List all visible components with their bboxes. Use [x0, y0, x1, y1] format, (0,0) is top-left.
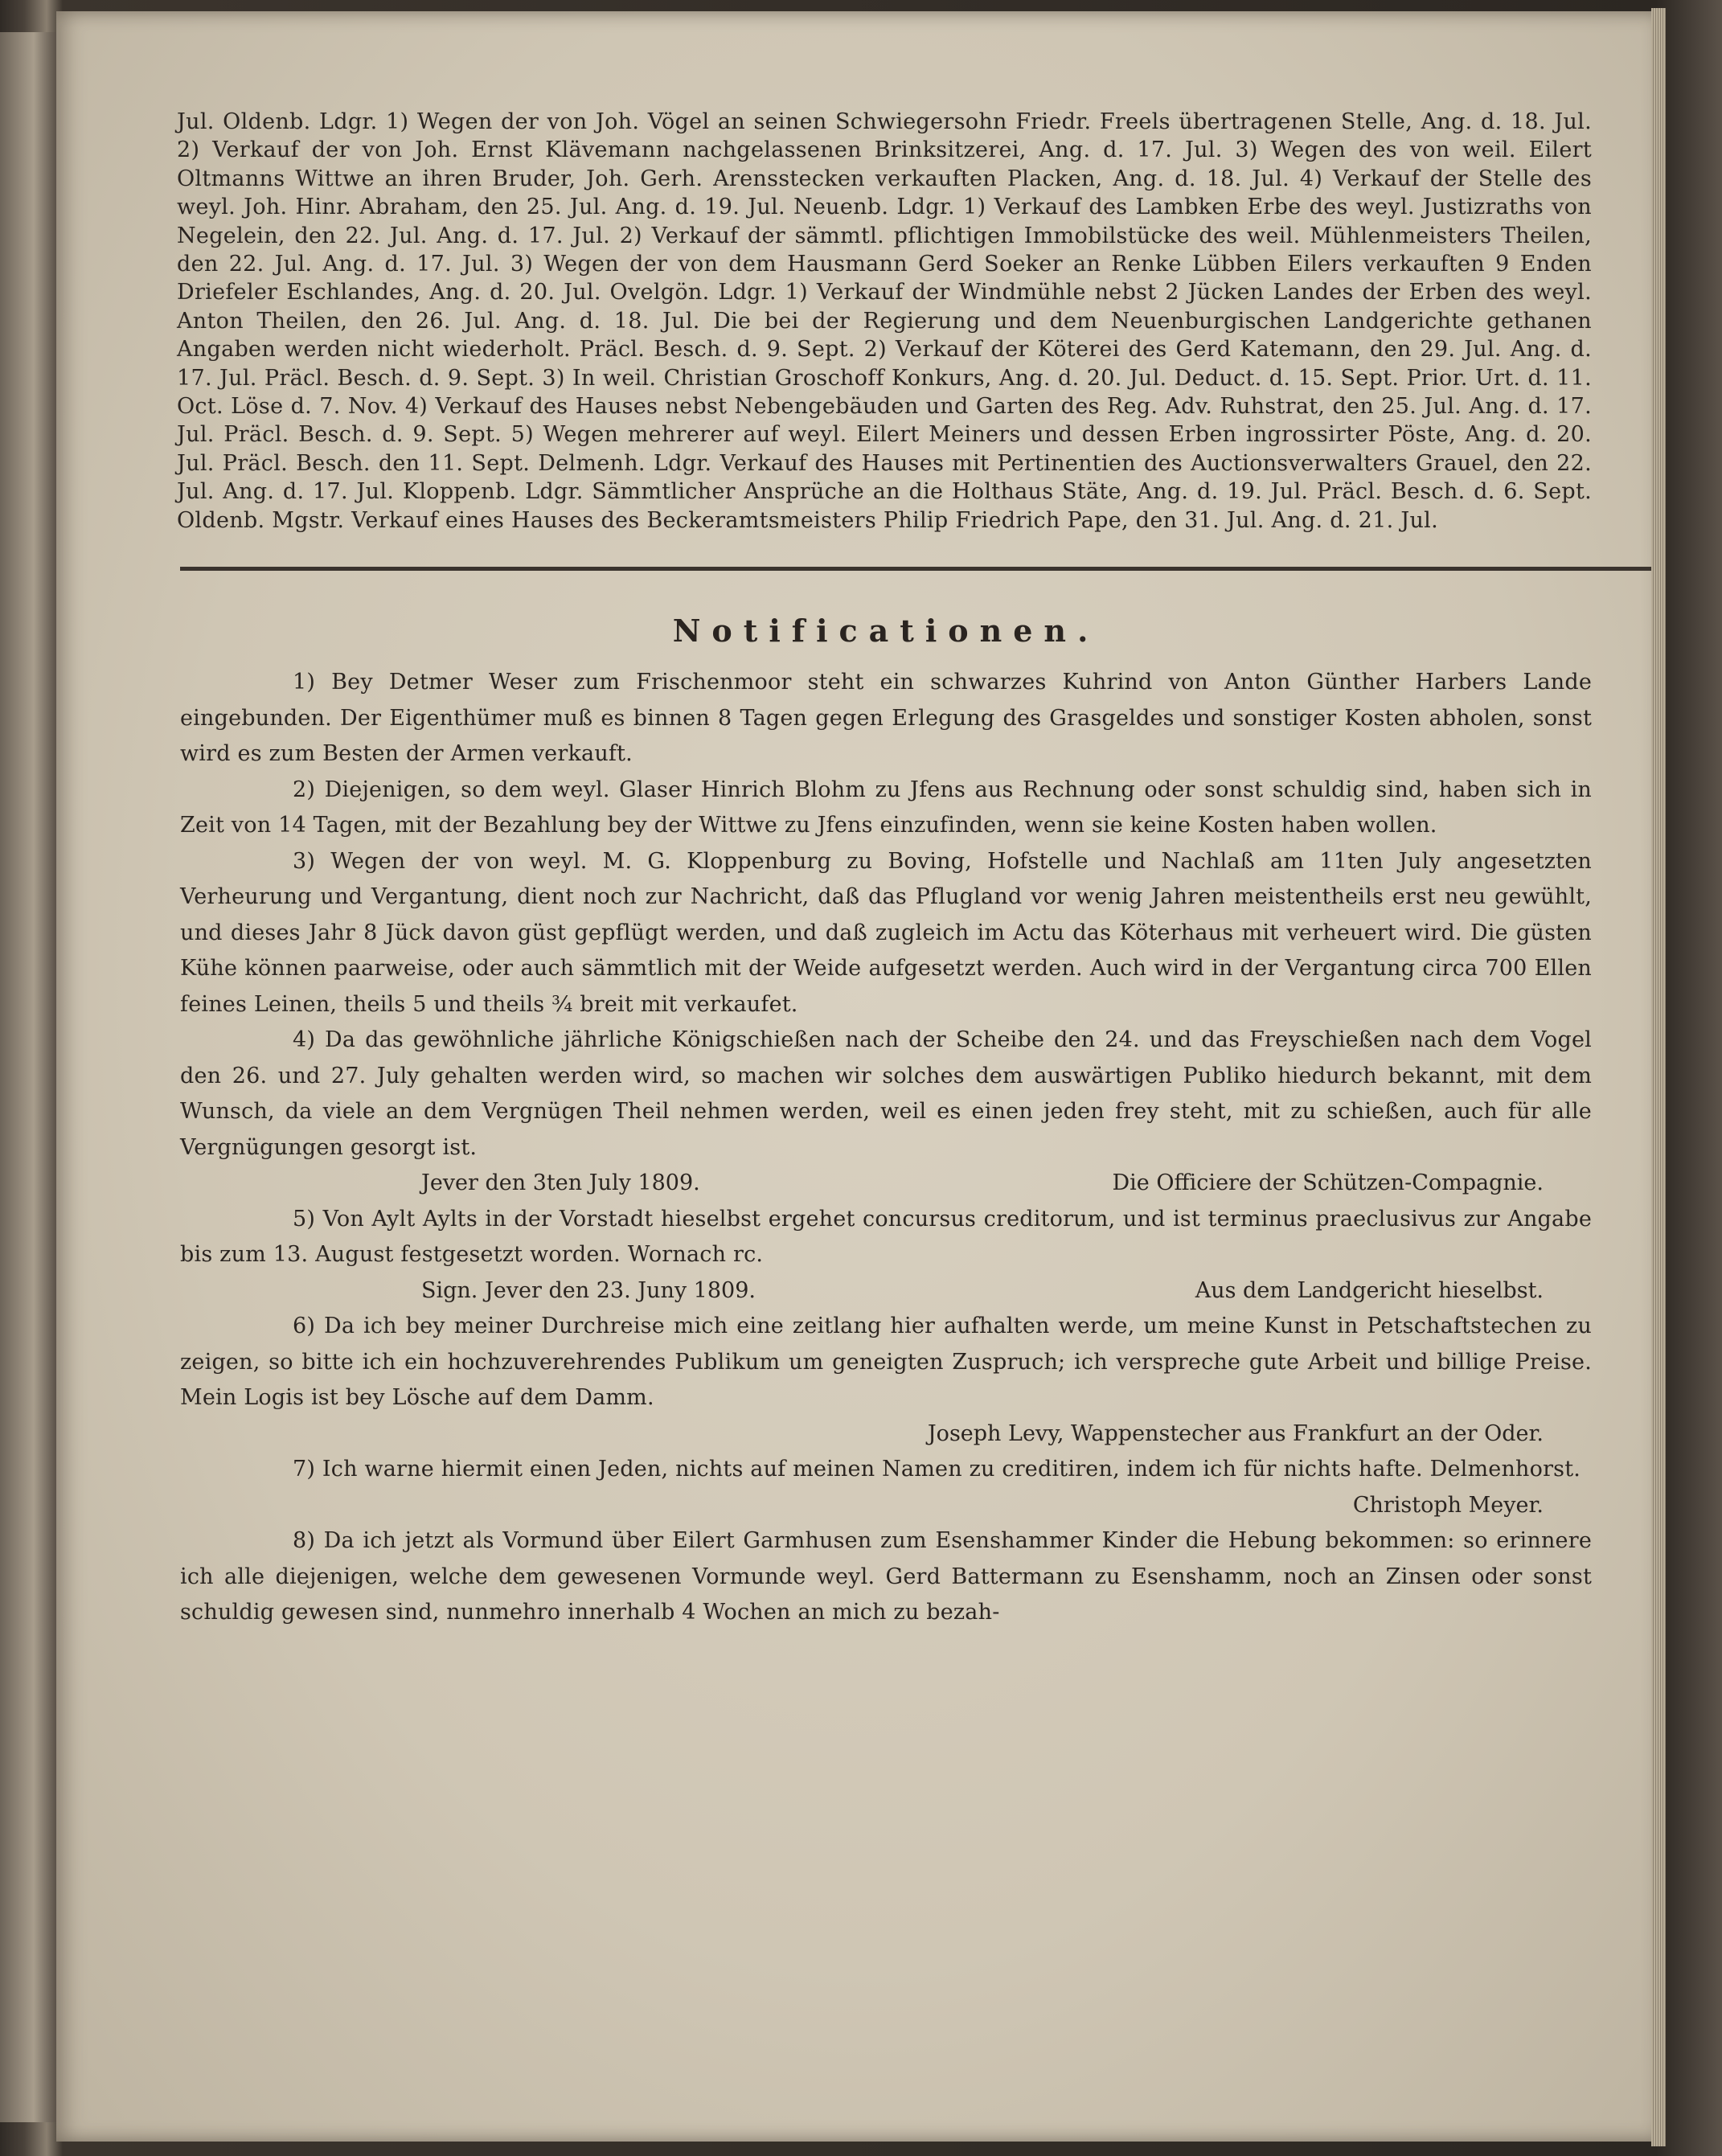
notice-5-place-date: Sign. Jever den 23. Juny 1809.	[421, 1277, 756, 1303]
court-announcements-paragraph: Jul. Oldenb. Ldgr. 1) Wegen der von Joh. Vögel an seinen Schwiegersohn Friedr. Freels übertragenen Stelle, Ang. d. 18. Jul. 2) Verkauf der von Joh. Ernst Klävemann nachgelassenen Brinksitzerei, Ang. d. 17. Jul. 3) Wegen des von weil. Eilert Oltmanns Wittwe an ihren Bruder, Joh. Gerh. Arensstecken verkauften Placken, Ang. d. 18. Jul. 4) Verkauf der Stelle des weyl. Joh. Hinr. Abraham, den 25. Jul. Ang. d. 19. Jul. Neuenb. Ldgr. 1) Verkauf des Lambken Erbe des weyl. Justizraths von Negelein, den 22. Jul. Ang. d. 17. Jul. 2) Verkauf der sämmtl. pflichtigen Immobilstücke des weil. Mühlenmeisters Theilen, den 22. Jul. Ang. d. 17. Jul. 3) Wegen der von dem Hausmann Gerd Soeker an Renke Lübben Eilers verkauften 9 Enden Driefeler Eschlandes, Ang. d. 20. Jul. Ovelgön. Ldgr. 1) Verkauf der Windmühle nebst 2 Jücken Landes der Erben des weyl. Anton Theilen, den 26. Jul. Ang. d. 18. Jul. Die bei der Regierung und dem Neuenburgischen Landgerichte gethanen Angaben werden nicht wiederholt. Präcl. Besch. d. 9. Sept. 2) Verkauf der Köterei des Gerd Katemann, den 29. Jul. Ang. d. 17. Jul. Präcl. Besch. d. 9. Sept. 3) In weil. Christian Groschoff Konkurs, Ang. d. 20. Jul. Deduct. d. 15. Sept. Prior. Urt. d. 11. Oct. Löse d. 7. Nov. 4) Verkauf des Hauses nebst Nebengebäuden und Garten des Reg. Adv. Ruhstrat, den 25. Jul. Ang. d. 17. Jul. Präcl. Besch. d. 9. Sept. 5) Wegen mehrerer auf weyl. Eilert Meiners und dessen Erben ingrossirter Pöste, Ang. d. 20. Jul. Präcl. Besch. den 11. Sept. Delmenh. Ldgr. Verkauf des Hauses mit Pertinentien des Auctionsverwalters Grauel, den 22. Jul. Ang. d. 17. Jul. Kloppenb. Ldgr. Sämmtlicher Ansprüche an die Holthaus Stäte, Ang. d. 19. Jul. Präcl. Besch. d. 6. Sept. Oldenb. Mgstr. Verkauf eines Hauses des Beckeramtsmeisters Philip Friedrich Pape, den 31. Jul. Ang. d. 21. Jul.	[177, 109, 1592, 533]
notice-7	[180, 1452, 1592, 1488]
section-heading: Notificationen.	[672, 613, 1100, 650]
page-content	[121, 108, 1592, 1631]
notice-4-signature-line	[180, 1166, 1592, 1202]
notice-2: 2) Diejenigen, so dem weyl. Glaser Hinrich Blohm zu Jfens aus Rechnung oder sonst schuldig sind, haben sich in Zeit von 14 Tagen, mit der Bezahlung bey der Wittwe zu Jfens einzufinden, wenn sie keine Kosten haben wollen.	[180, 777, 1592, 838]
page-sheet	[56, 11, 1664, 2142]
notice-6-signatory: Joseph Levy, Wappenstecher aus Frankfurt an der Oder.	[927, 1420, 1544, 1446]
notice-3: 3) Wegen der von weyl. M. G. Kloppenburg zu Boving, Hofstelle und Nachlaß am 11ten July angesetzten Verheurung und Vergantung, dient noch zur Nachricht, daß das Pflugland vor wenig Jahren meistentheils erst neu gewühlt, und dieses Jahr 8 Jück davon güst gepflügt werden, und daß zugleich im Actu das Köterhaus mit verheuert wird. Die güsten Kühe können paarweise, oder auch sämmtlich mit der Weide aufgesetzt werden. Auch wird in der Vergantung circa 700 Ellen feines Leinen, theils 5 und theils ¾ breit mit verkaufet.	[180, 848, 1592, 1017]
notice-5: 5) Von Aylt Aylts in der Vorstadt hieselbst ergehet concursus creditorum, und ist terminus praeclusivus zur Angabe bis zum 13. August festgesetzt worden. Wornach rc.	[180, 1206, 1592, 1268]
notice-4-signatory: Die Officiere der Schützen-Compagnie.	[1112, 1170, 1544, 1196]
notice-5-signature-line	[180, 1273, 1592, 1310]
notice-7-signatory: Christoph Meyer.	[1352, 1492, 1544, 1518]
page-stack-edge	[1651, 8, 1666, 2146]
notice-7-text: 7) Ich warne hiermit einen Jeden, nichts auf meinen Namen zu creditiren, indem ich für nichts hafte. Delmenhorst.	[293, 1457, 1581, 1482]
notice-6: 6) Da ich bey meiner Durchreise mich eine zeitlang hier aufhalten werde, um meine Kunst in Petschaftstechen zu zeigen, so bitte ich ein hochzuverehrendes Publikum um geneigten Zuspruch; ich verspreche gute Arbeit und billige Preise. Mein Logis ist bey Lösche auf dem Damm.	[180, 1314, 1592, 1411]
notice-4: 4) Da das gewöhnliche jährliche Königschießen nach der Scheibe den 24. und das Freyschießen nach dem Vogel den 26. und 27. July gehalten werden wird, so machen wir solches dem auswärtigen Publiko hiedurch bekannt, mit dem Wunsch, da viele an dem Vergnügen Theil nehmen werden, weil es einen jeden frey steht, mit zu schießen, auch für alle Vergnügungen gesorgt ist.	[180, 1027, 1592, 1160]
notice-5-signatory: Aus dem Landgericht hieselbst.	[1195, 1277, 1544, 1303]
notice-8: 8) Da ich jetzt als Vormund über Eilert Garmhusen zum Esenshammer Kinder die Hebung bekommen: so erinnere ich alle diejenigen, welche dem gewesenen Vormunde weyl. Gerd Battermann zu Esenshamm, noch an Zinsen oder sonst schuldig gewesen sind, nunmehro innerhalb 4 Wochen an mich zu bezah-	[180, 1528, 1592, 1625]
notice-4-place-date: Jever den 3ten July 1809.	[421, 1170, 700, 1196]
notice-1: 1) Bey Detmer Weser zum Frischenmoor steht ein schwarzes Kuhrind von Anton Günther Harbers Lande eingebunden. Der Eigenthümer muß es binnen 8 Tagen gegen Erlegung des Grasgeldes und sonstiger Kosten abholen, sonst wird es zum Besten der Armen verkauft.	[180, 670, 1592, 767]
notices-list	[180, 665, 1592, 1631]
section-divider	[180, 567, 1651, 571]
left-page-edge	[0, 32, 56, 2122]
